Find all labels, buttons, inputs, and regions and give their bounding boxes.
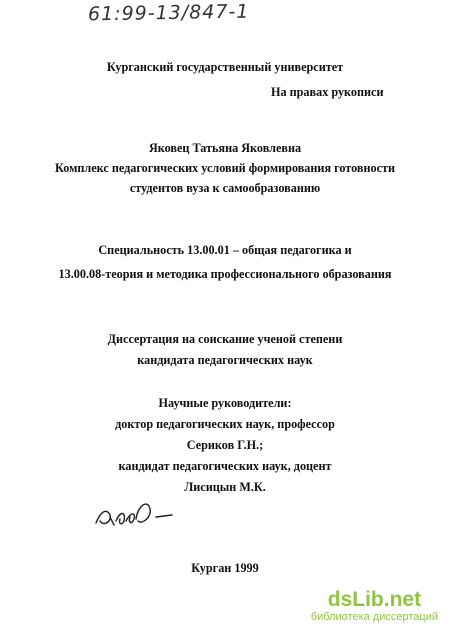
advisors-heading: Научные руководители:	[158, 396, 292, 410]
advisor-2-name: Лисицын М.К.	[184, 480, 266, 494]
advisor-1-name: Сериков Г.Н.;	[186, 438, 264, 452]
dslib-watermark	[311, 589, 438, 623]
university-name: Курганский государственный университет	[106, 60, 344, 74]
degree-line-2: кандидата педагогических наук	[137, 353, 313, 367]
author-name: Яковец Татьяна Яковлевна	[148, 141, 302, 155]
advisor-1-title: доктор педагогических наук, профессор	[115, 417, 335, 431]
dslib-caption: библиотека диссертаций	[310, 611, 438, 623]
handwritten-catalog-number: 61:99-13/847-1	[87, 0, 250, 26]
thesis-title-line-1: Комплекс педагогических условий формирования готовности	[55, 161, 395, 175]
advisor-2-title: кандидат педагогических наук, доцент	[118, 459, 332, 473]
signature-graphic	[90, 495, 190, 535]
specialty-line-1: Специальность 13.00.01 – общая педагогика и	[98, 243, 352, 257]
city-year: Курган 1999	[191, 561, 259, 575]
specialty-line-2: 13.00.08-теория и методика профессионального образования	[58, 267, 392, 281]
manuscript-note: На правах рукописи	[271, 85, 384, 99]
degree-line-1: Диссертация на соискание ученой степени	[107, 332, 343, 346]
dslib-logo: dsLib.net	[327, 588, 422, 611]
thesis-title-line-2: студентов вуза к самообразованию	[129, 181, 321, 195]
